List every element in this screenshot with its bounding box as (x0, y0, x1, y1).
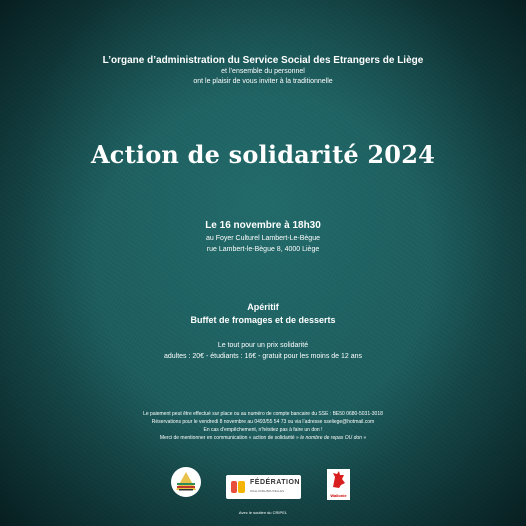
invite-line: ont le plaisir de vous inviter à la traditionnelle (193, 78, 333, 85)
price-block (0, 340, 526, 362)
menu-block (0, 301, 526, 327)
event-address: rue Lambert-le-Bègue 8, 4000 Liège (206, 246, 320, 253)
support-note: Avec le soutien du CRIPEL (238, 510, 288, 515)
intro-block (0, 54, 526, 87)
sse-logo (170, 466, 202, 498)
event-title: Action de solidarité 2024 (90, 140, 435, 169)
wallonie-label: Wallonie (330, 493, 347, 498)
federation-sublabel: WALLONIE-BRUXELLES (250, 489, 285, 493)
organizer-line: L’organe d’administration du Service Social des Etrangers de Liège (102, 55, 424, 66)
event-details (0, 219, 526, 255)
sponsor-logos (0, 466, 526, 506)
communication-prefix: Merci de mentionner en communication « action de solidarité » (159, 435, 301, 441)
federation-label: FÉDÉRATION (250, 479, 300, 486)
federation-mark-icon (230, 479, 246, 495)
price-list: adultes : 20€ - étudiants : 16€ - gratuit pour les moins de 12 ans (163, 353, 363, 360)
wallonie-logo (327, 469, 350, 500)
event-venue: au Foyer Culturel Lambert-Le-Bègue (205, 235, 320, 242)
menu-item-buffet: Buffet de fromages et de desserts (190, 315, 336, 325)
price-intro: Le tout pour un prix solidarité (217, 342, 309, 349)
reservation-info: Réservations pour le vendredi 8 novembre au 0493/55 54 73 ou via l’adresse sseliege@hotmail.com (151, 419, 375, 425)
payment-info: Le paiement peut être effectué sur place ou au numéro de compte bancaire du SSE : BE50 0680-5031-3018 (143, 411, 383, 417)
communication-emphasis: le nombre de repas OU don (300, 435, 362, 441)
communication-info (0, 434, 526, 442)
sse-logo-icon (170, 466, 202, 498)
donation-info: En cas d’empêchement, n’hésitez pas à faire un don ! (203, 427, 323, 433)
menu-item-aperitif: Apéritif (247, 302, 279, 312)
staff-line: et l’ensemble du personnel (221, 68, 305, 75)
communication-suffix: » (361, 435, 367, 441)
federation-wallonie-bruxelles-logo (226, 475, 301, 499)
rooster-icon (327, 469, 350, 491)
fine-print (0, 410, 526, 442)
event-date: Le 16 novembre à 18h30 (205, 220, 321, 231)
